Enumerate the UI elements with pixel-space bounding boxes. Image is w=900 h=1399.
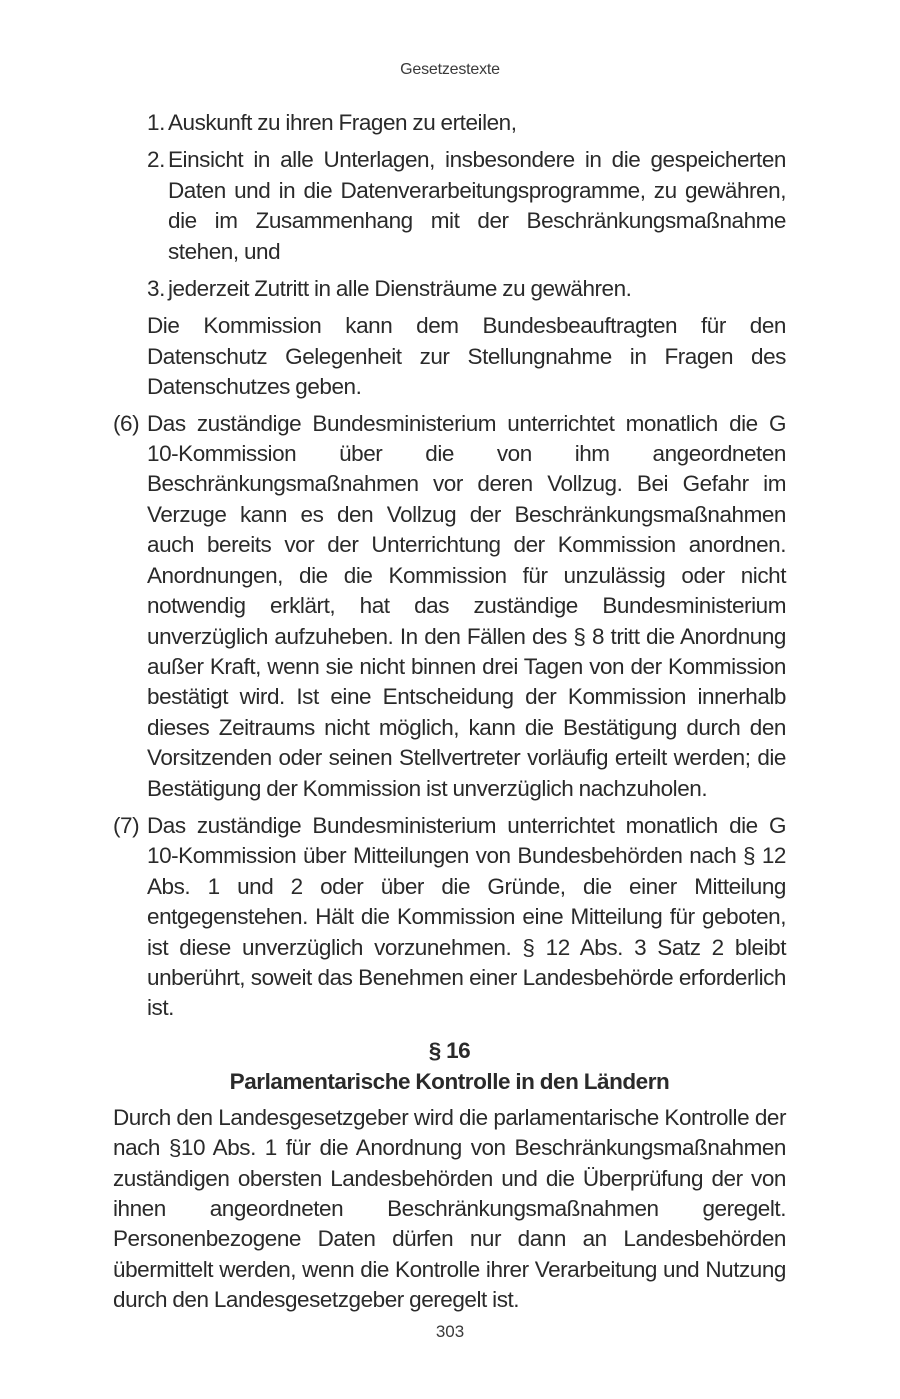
- list-item-number: 3.: [147, 276, 165, 302]
- section-title: Parlamentarische Kontrolle in den Ländern: [229, 1068, 670, 1094]
- paragraph-7: [113, 811, 786, 1024]
- list-item: [147, 274, 786, 304]
- section-body: Durch den Landesgesetzgeber wird die parlamentarische Kontrolle der nach §10 Abs. 1 für die Anordnung von Beschränkungsmaßnahmen zuständigen obersten Landesbehörden und die Überprüfung der von ihnen angeordneten Beschränkungsmaßnahmen geregelt. Personenbezogene Daten dürfen nur dann an Landesbehörden übermittelt werden, wenn die Kontrolle ihrer Verarbeitung und Nutzung durch den Landesgesetzgeber geregelt ist.: [113, 1104, 786, 1313]
- list-item: [147, 108, 786, 138]
- list-item-number: 2.: [147, 147, 165, 173]
- list-item-number: 1.: [147, 110, 165, 135]
- list-item-text: Auskunft zu ihren Fragen zu erteilen,: [168, 110, 517, 135]
- paragraph-text: Das zuständige Bundesministerium unterrichtet monatlich die G 10-Kommission über die von ihm angeordneten Beschränkungsmaßnahmen vor deren Vollzug. Bei Gefahr im Verzuge kann es den Vollzug der Beschränkungsmaßnahmen auch bereits vor der Unterrichtung der Kommission anordnen. Anordnungen, die die Kommission für unzulässig oder nicht notwendig erklärt, hat das zuständige Bundesministerium unverzüglich aufzuheben. In den Fällen des § 8 tritt die Anordnung außer Kraft, wenn sie nicht binnen drei Tagen von der Kommission bestätigt wird. Ist eine Entscheidung der Kommission innerhalb dieses Zeitraums nicht möglich, kann die Bestätigung durch den Vorsitzenden oder seinen Stellvertreter vorläufig erteilt werden; die Bestätigung der Kommission ist unverzüglich nachzuholen.: [147, 410, 786, 801]
- paragraph-number: (6): [113, 410, 140, 436]
- commission-note: Die Kommission kann dem Bundesbeauftragten für den Datenschutz Gelegenheit zur Stellungnahme in Fragen des Datenschutzes geben.: [147, 313, 786, 400]
- paragraph-number: (7): [113, 812, 140, 838]
- page-number: 303: [435, 1322, 465, 1341]
- list-item: [147, 145, 786, 267]
- list-item-text: Einsicht in alle Unterlagen, insbesondere in die gespeicherten Daten und in die Datenverarbeitungsprogramme, zu gewähren, die im Zusammenhang mit der Beschränkungsmaßnahme stehen, und: [168, 147, 786, 264]
- numbered-list: [147, 108, 786, 304]
- section-number: § 16: [428, 1037, 471, 1063]
- page-content: [113, 108, 786, 1316]
- paragraph-6: [113, 409, 786, 804]
- paragraph-text: Das zuständige Bundesministerium unterrichtet monatlich die G 10-Kommission über Mitteilungen von Bundesbehörden nach § 12 Abs. 1 und 2 oder über die Gründe, die einer Mitteilung entgegenstehen. Hält die Kommission eine Mitteilung für geboten, ist diese unverzüglich vorzunehmen. § 12 Abs. 3 Satz 2 bleibt unberührt, soweit das Benehmen einer Landesbehörde erforderlich ist.: [147, 812, 786, 1021]
- list-item-text: jederzeit Zutritt in alle Diensträume zu gewähren.: [168, 276, 632, 302]
- running-title: Gesetzestexte: [400, 61, 500, 78]
